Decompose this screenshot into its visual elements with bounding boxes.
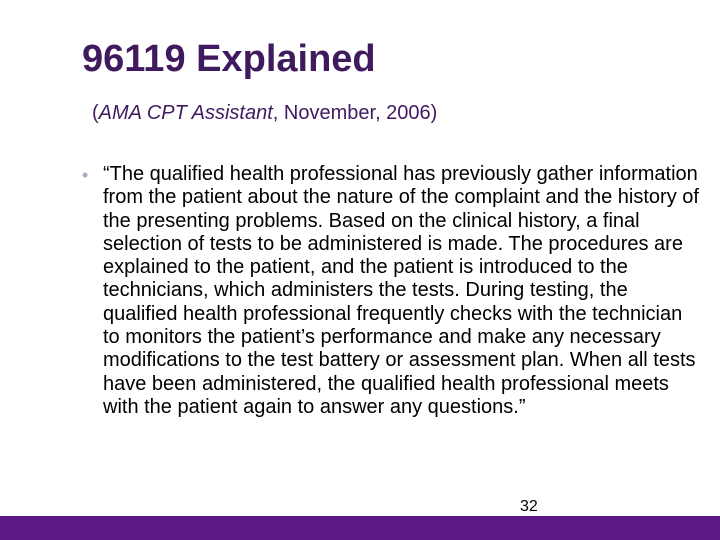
- subtitle-source: AMA CPT Assistant: [98, 102, 273, 124]
- bullet-marker: •: [82, 165, 89, 185]
- slide-subtitle: [92, 100, 437, 126]
- subtitle-open-paren: (: [92, 102, 99, 124]
- page-number: 32: [520, 498, 538, 515]
- slide-title: 96119 Explained: [82, 38, 376, 80]
- quote-body-text: “The qualified health professional has previously gather information from the patient about the nature of the complaint and the history of the presenting problems. Based on the clinical history, a final selection of tests to be administered is made. The procedures are explained to the patient, and the patient is introduced to the technicians, which administers the tests. During testing, the qualified health professional frequently checks with the technician to monitors the patient’s performance and make any necessary modifications to the test battery or assessment plan. When all tests have been administered, the qualified health professional meets with the patient again to answer any questions.”: [103, 163, 699, 418]
- subtitle-date: , November, 2006): [272, 102, 438, 124]
- footer-bar: [0, 516, 720, 540]
